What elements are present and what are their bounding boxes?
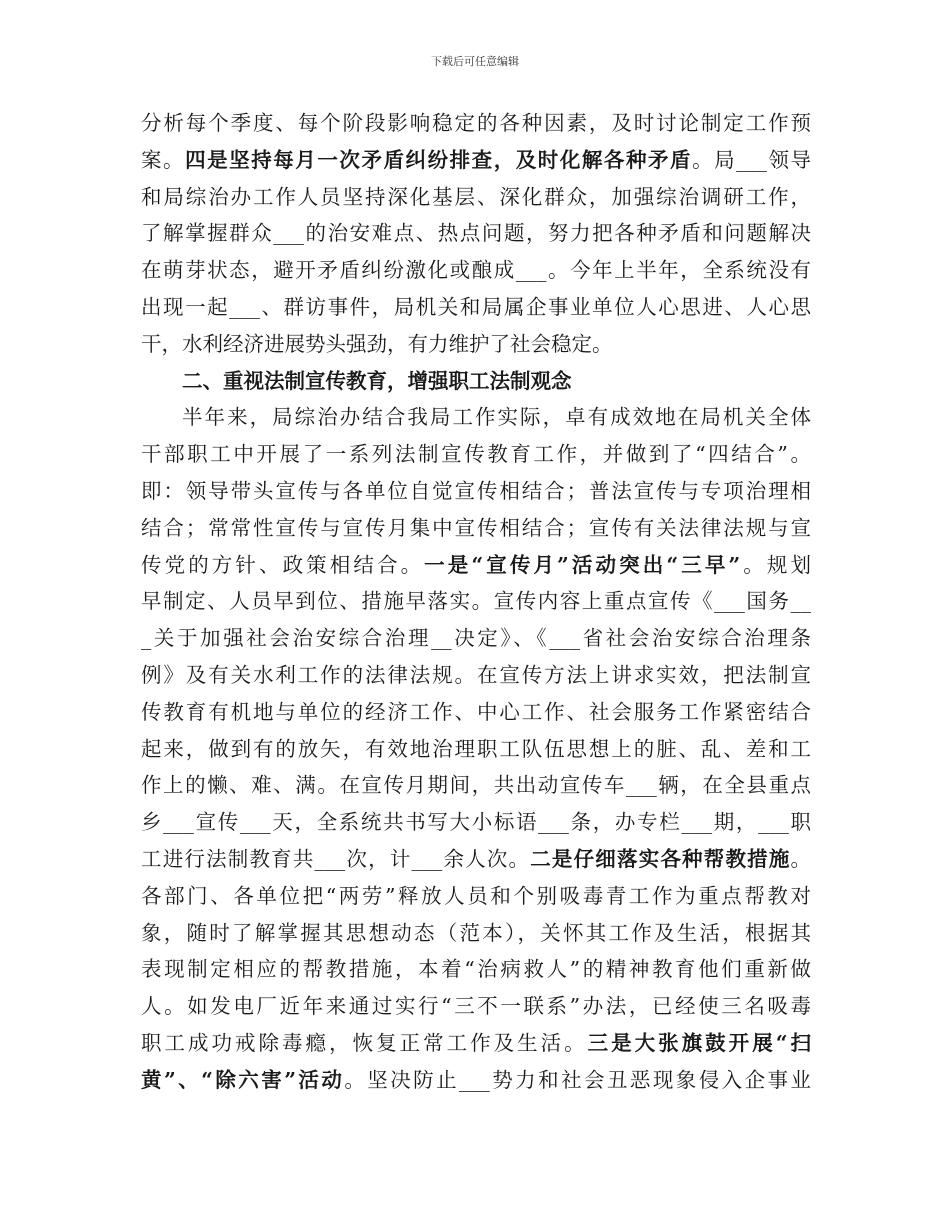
text-segment: 人。如发电厂近年来通过实行“三不一联系”办法，已经使三名吸毒	[141, 994, 811, 1019]
text-line	[141, 767, 811, 804]
document-body	[141, 105, 811, 1099]
text-line	[141, 657, 811, 694]
text-segment: 象，随时了解掌握其思想动态（范本），关怀其工作及生活，根据其	[141, 920, 811, 945]
text-line	[141, 326, 811, 363]
text-line	[141, 731, 811, 768]
text-line	[141, 215, 811, 252]
text-segment: 传党的方针、政策相结合。	[141, 552, 425, 577]
text-line	[141, 547, 811, 584]
text-segment: 起来，做到有的放矢，有效地治理职工队伍思想上的脏、乱、差和工	[141, 736, 811, 761]
bold-text-segment: 黄”、“除六害”活动	[141, 1067, 345, 1092]
text-segment: 了解掌握群众___的治安难点、热点问题，努力把各种矛盾和问题解决	[141, 221, 811, 246]
page-header: 下载后可任意编辑	[431, 55, 519, 68]
text-line	[141, 841, 811, 878]
text-segment: 干部职工中开展了一系列法制宣传教育工作，并做到了“四结合”。	[141, 442, 811, 467]
text-line	[141, 179, 811, 216]
text-line	[141, 1062, 811, 1099]
text-segment: 出现一起___、群访事件，局机关和局属企事业单位人心思进、人心思	[141, 294, 811, 319]
text-segment: 即：领导带头宣传与各单位自觉宣传相结合；普法宣传与专项治理相	[141, 478, 811, 503]
text-line	[141, 399, 811, 436]
text-segment: 和局综治办工作人员坚持深化基层、深化群众，加强综治调研工作，	[141, 184, 811, 209]
text-segment: 。坚决防止___势力和社会丑恶现象侵入企事业	[344, 1067, 812, 1092]
text-segment: 职工成功戒除毒瘾，恢复正常工作及生活。	[141, 1030, 588, 1055]
text-line	[141, 583, 811, 620]
text-segment: 半年来，局综治办结合我局工作实际，卓有成效地在局机关全体	[182, 405, 811, 430]
text-segment: 案。	[141, 147, 186, 172]
text-segment: 表现制定相应的帮教措施，本着“治病救人”的精神教育他们重新做	[141, 957, 811, 982]
text-segment: 。	[790, 846, 812, 871]
text-segment: 分析每个季度、每个阶段影响稳定的各种因素，及时讨论制定工作预	[141, 111, 811, 135]
text-line	[141, 105, 811, 142]
text-line	[141, 951, 811, 988]
text-line	[141, 436, 811, 473]
text-segment: 例》及有关水利工作的法律法规。在宣传方法上讲求实效，把法制宣	[141, 662, 811, 687]
text-segment: 在萌芽状态，避开矛盾纠纷激化或酿成___。今年上半年，全系统没有	[141, 258, 811, 283]
bold-text-segment: 四是坚持每月一次矛盾纠纷排查，及时化解各种矛盾	[185, 147, 693, 172]
text-line	[141, 1025, 811, 1062]
text-segment: 传教育有机地与单位的经济工作、中心工作、社会服务工作紧密结合	[141, 699, 811, 724]
text-line	[141, 289, 811, 326]
bold-text-segment: 一是“宣传月”活动突出“三早”	[424, 552, 741, 577]
text-line	[141, 473, 811, 510]
text-segment: 。局___领导	[692, 147, 812, 172]
bold-text-segment: 二、重视法制宣传教育，增强职工法制观念	[182, 368, 572, 393]
text-line	[141, 988, 811, 1025]
text-segment: 乡___宣传___天，全系统共书写大小标语___条，办专栏___期，___职	[141, 810, 811, 835]
text-line	[141, 694, 811, 731]
text-segment: 干，水利经济进展势头强劲，有力维护了社会稳定。	[141, 331, 613, 356]
bold-text-segment: 三是大张旗鼓开展“扫	[587, 1030, 811, 1055]
text-line	[141, 363, 811, 400]
text-segment: 工进行法制教育共___次，计___余人次。	[141, 846, 531, 871]
bold-text-segment: 二是仔细落实各种帮教措施	[530, 846, 791, 871]
text-line	[141, 252, 811, 289]
text-line	[141, 878, 811, 915]
text-line	[141, 804, 811, 841]
text-segment: 早制定、人员早到位、措施早落实。宣传内容上重点宣传《___国务__	[141, 589, 811, 614]
text-segment: 。规划	[740, 552, 811, 577]
text-line	[141, 142, 811, 179]
text-segment: _关于加强社会治安综合治理__决定》、《___省社会治安综合治理条	[141, 626, 811, 651]
text-line	[141, 620, 811, 657]
text-segment: 结合；常常性宣传与宣传月集中宣传相结合；宣传有关法律法规与宣	[141, 515, 811, 540]
text-segment: 各部门、各单位把“两劳”释放人员和个别吸毒青工作为重点帮教对	[141, 883, 811, 908]
text-segment: 作上的懒、难、满。在宣传月期间，共出动宣传车___辆，在全县重点	[141, 773, 811, 798]
text-line	[141, 915, 811, 952]
text-line	[141, 510, 811, 547]
